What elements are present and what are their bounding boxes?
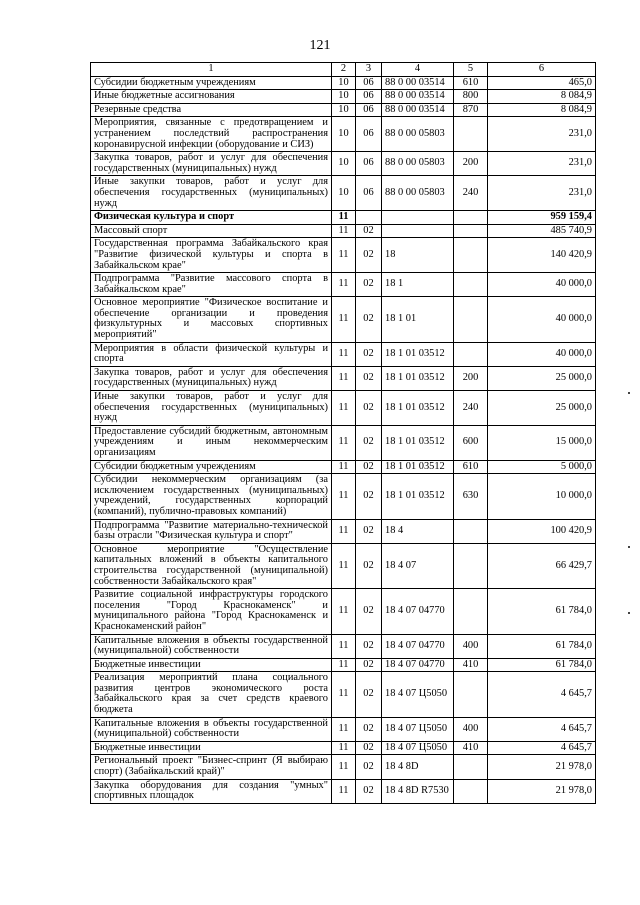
row-name: Развитие социальной инфраструктуры городского поселения "Город Краснокаменск" и муниципального района "Город Краснокаменск и Краснокаменский район" (91, 589, 332, 634)
row-subsection: 02 (356, 460, 382, 474)
row-expense-type (454, 519, 488, 543)
row-target-code: 18 4 07 Ц5050 (382, 741, 454, 755)
row-name: Основное мероприятие "Осуществление капитальных вложений в объекты капитального строительства государственной (муниципальной) собственности Забайкальского края" (91, 543, 332, 588)
row-amount: 8 084,9 (488, 90, 596, 104)
row-section: 11 (332, 460, 356, 474)
row-amount: 8 084,9 (488, 103, 596, 117)
row-expense-type: 870 (454, 103, 488, 117)
row-section: 10 (332, 176, 356, 211)
row-target-code: 88 0 00 03514 (382, 90, 454, 104)
row-subsection: 02 (356, 342, 382, 366)
row-name: Закупка оборудования для создания "умных" спортивных площадок (91, 779, 332, 803)
table-row (91, 391, 596, 426)
row-expense-type (454, 297, 488, 342)
row-subsection: 02 (356, 658, 382, 672)
row-section: 10 (332, 103, 356, 117)
row-subsection: 02 (356, 543, 382, 588)
row-amount: 465,0 (488, 76, 596, 90)
row-expense-type (454, 672, 488, 717)
table-row (91, 342, 596, 366)
row-expense-type (454, 224, 488, 238)
row-target-code: 18 1 01 (382, 297, 454, 342)
row-section: 11 (332, 297, 356, 342)
row-section: 11 (332, 211, 356, 225)
row-amount: 15 000,0 (488, 425, 596, 460)
row-expense-type (454, 342, 488, 366)
row-subsection: 02 (356, 519, 382, 543)
table-row (91, 519, 596, 543)
row-expense-type (454, 238, 488, 273)
row-subsection (356, 211, 382, 225)
row-amount: 10 000,0 (488, 474, 596, 519)
row-subsection: 02 (356, 634, 382, 658)
row-section: 11 (332, 589, 356, 634)
table-row (91, 176, 596, 211)
row-amount: 40 000,0 (488, 342, 596, 366)
row-subsection: 02 (356, 297, 382, 342)
row-target-code: 18 4 8D (382, 755, 454, 779)
page-number: 121 (309, 38, 331, 53)
row-subsection: 02 (356, 741, 382, 755)
scan-mark (628, 546, 630, 548)
row-amount: 231,0 (488, 152, 596, 176)
row-target-code: 18 4 07 (382, 543, 454, 588)
row-expense-type: 610 (454, 460, 488, 474)
table-row (91, 238, 596, 273)
row-target-code: 18 4 07 04770 (382, 658, 454, 672)
row-name: Капитальные вложения в объекты государственной (муниципальной) собственности (91, 717, 332, 741)
row-target-code: 18 1 01 03512 (382, 460, 454, 474)
row-name: Закупка товаров, работ и услуг для обеспечения государственных (муниципальных) нужд (91, 152, 332, 176)
row-expense-type: 630 (454, 474, 488, 519)
row-amount: 21 978,0 (488, 779, 596, 803)
row-section: 10 (332, 90, 356, 104)
row-target-code: 18 4 07 04770 (382, 634, 454, 658)
row-target-code: 88 0 00 03514 (382, 76, 454, 90)
table-row (91, 273, 596, 297)
table-row (91, 152, 596, 176)
table-row (91, 211, 596, 225)
row-amount: 40 000,0 (488, 297, 596, 342)
budget-table (90, 62, 596, 804)
row-name: Субсидии некоммерческим организациям (за исключением государственных (муниципальных) учреждений, государственных корпораций (компаний), публично-правовых компаний) (91, 474, 332, 519)
row-expense-type (454, 273, 488, 297)
row-amount: 25 000,0 (488, 391, 596, 426)
row-amount: 25 000,0 (488, 366, 596, 390)
row-section: 11 (332, 717, 356, 741)
row-section: 11 (332, 519, 356, 543)
header-col-4: 4 (382, 63, 454, 77)
row-section: 11 (332, 658, 356, 672)
row-subsection: 02 (356, 474, 382, 519)
row-target-code: 18 4 (382, 519, 454, 543)
table-row (91, 672, 596, 717)
table-row (91, 543, 596, 588)
row-expense-type (454, 779, 488, 803)
table-row (91, 224, 596, 238)
row-subsection: 02 (356, 672, 382, 717)
header-col-1: 1 (91, 63, 332, 77)
row-target-code: 88 0 00 05803 (382, 152, 454, 176)
row-section: 11 (332, 634, 356, 658)
row-expense-type: 200 (454, 366, 488, 390)
table-row (91, 779, 596, 803)
row-expense-type: 400 (454, 717, 488, 741)
row-subsection: 02 (356, 238, 382, 273)
row-subsection: 06 (356, 76, 382, 90)
row-expense-type (454, 117, 488, 152)
row-target-code: 88 0 00 05803 (382, 176, 454, 211)
row-expense-type: 240 (454, 391, 488, 426)
row-target-code: 18 1 (382, 273, 454, 297)
row-expense-type: 800 (454, 90, 488, 104)
row-amount: 100 420,9 (488, 519, 596, 543)
row-section: 11 (332, 238, 356, 273)
row-target-code: 18 1 01 03512 (382, 425, 454, 460)
row-expense-type: 240 (454, 176, 488, 211)
row-name: Региональный проект "Бизнес-спринт (Я выбираю спорт) (Забайкальский край)" (91, 755, 332, 779)
row-amount: 4 645,7 (488, 672, 596, 717)
row-section: 11 (332, 366, 356, 390)
scan-mark (628, 392, 630, 394)
row-section: 10 (332, 76, 356, 90)
row-subsection: 02 (356, 366, 382, 390)
row-subsection: 06 (356, 176, 382, 211)
row-name: Физическая культура и спорт (91, 211, 332, 225)
table-row (91, 589, 596, 634)
row-section: 11 (332, 342, 356, 366)
row-section: 10 (332, 152, 356, 176)
row-amount: 21 978,0 (488, 755, 596, 779)
row-subsection: 02 (356, 779, 382, 803)
row-subsection: 02 (356, 589, 382, 634)
row-amount: 61 784,0 (488, 634, 596, 658)
table-row (91, 90, 596, 104)
row-expense-type: 410 (454, 658, 488, 672)
row-amount: 66 429,7 (488, 543, 596, 588)
row-section: 11 (332, 672, 356, 717)
table-row (91, 658, 596, 672)
table-row (91, 76, 596, 90)
row-section: 11 (332, 741, 356, 755)
row-section: 11 (332, 474, 356, 519)
row-amount: 485 740,9 (488, 224, 596, 238)
row-target-code: 88 0 00 05803 (382, 117, 454, 152)
row-target-code: 18 4 07 Ц5050 (382, 672, 454, 717)
header-col-5: 5 (454, 63, 488, 77)
row-name: Бюджетные инвестиции (91, 658, 332, 672)
row-name: Предоставление субсидий бюджетным, автономным учреждениям и иным некоммерческим организациям (91, 425, 332, 460)
table-row (91, 425, 596, 460)
row-name: Иные закупки товаров, работ и услуг для обеспечения государственных (муниципальных) нужд (91, 391, 332, 426)
table-row (91, 634, 596, 658)
row-target-code: 18 1 01 03512 (382, 391, 454, 426)
table-row (91, 460, 596, 474)
header-col-2: 2 (332, 63, 356, 77)
table-row (91, 117, 596, 152)
row-name: Мероприятия, связанные с предотвращением и устранением последствий распространения коронавирусной инфекции (оборудование и СИЗ) (91, 117, 332, 152)
row-subsection: 02 (356, 391, 382, 426)
table-row (91, 474, 596, 519)
table-row (91, 366, 596, 390)
scan-mark (628, 612, 630, 614)
row-amount: 40 000,0 (488, 273, 596, 297)
row-amount: 231,0 (488, 176, 596, 211)
row-subsection: 02 (356, 273, 382, 297)
row-target-code (382, 224, 454, 238)
table-row (91, 741, 596, 755)
row-section: 11 (332, 273, 356, 297)
row-expense-type (454, 755, 488, 779)
row-section: 11 (332, 543, 356, 588)
row-name: Основное мероприятие "Физическое воспитание и обеспечение организации и проведения физкультурных и массовых спортивных мероприятий" (91, 297, 332, 342)
row-target-code: 88 0 00 03514 (382, 103, 454, 117)
row-subsection: 06 (356, 90, 382, 104)
row-amount: 61 784,0 (488, 589, 596, 634)
row-name: Субсидии бюджетным учреждениям (91, 460, 332, 474)
row-amount: 61 784,0 (488, 658, 596, 672)
row-name: Иные закупки товаров, работ и услуг для обеспечения государственных (муниципальных) нужд (91, 176, 332, 211)
row-name: Подпрограмма "Развитие материально-технической базы отрасли "Физическая культура и спорт" (91, 519, 332, 543)
row-target-code: 18 4 07 Ц5050 (382, 717, 454, 741)
row-expense-type (454, 543, 488, 588)
row-expense-type: 400 (454, 634, 488, 658)
row-subsection: 06 (356, 103, 382, 117)
row-section: 10 (332, 117, 356, 152)
row-name: Реализация мероприятий плана социального развития центров экономического роста Забайкальского края за счет средств краевого бюджета (91, 672, 332, 717)
row-name: Государственная программа Забайкальского края "Развитие физической культуры и спорта в Забайкальском крае" (91, 238, 332, 273)
row-name: Капитальные вложения в объекты государственной (муниципальной) собственности (91, 634, 332, 658)
row-subsection: 02 (356, 755, 382, 779)
table-row (91, 755, 596, 779)
row-amount: 959 159,4 (488, 211, 596, 225)
row-amount: 5 000,0 (488, 460, 596, 474)
row-expense-type: 610 (454, 76, 488, 90)
row-section: 11 (332, 224, 356, 238)
row-name: Закупка товаров, работ и услуг для обеспечения государственных (муниципальных) нужд (91, 366, 332, 390)
row-target-code: 18 1 01 03512 (382, 342, 454, 366)
row-name: Субсидии бюджетным учреждениям (91, 76, 332, 90)
row-expense-type: 200 (454, 152, 488, 176)
header-col-3: 3 (356, 63, 382, 77)
row-subsection: 06 (356, 117, 382, 152)
row-name: Подпрограмма "Развитие массового спорта в Забайкальском крае" (91, 273, 332, 297)
row-target-code: 18 4 8D R7530 (382, 779, 454, 803)
row-section: 11 (332, 755, 356, 779)
row-section: 11 (332, 391, 356, 426)
row-expense-type: 600 (454, 425, 488, 460)
row-subsection: 06 (356, 152, 382, 176)
row-amount: 4 645,7 (488, 717, 596, 741)
row-name: Бюджетные инвестиции (91, 741, 332, 755)
row-name: Мероприятия в области физической культуры и спорта (91, 342, 332, 366)
row-name: Массовый спорт (91, 224, 332, 238)
header-col-6: 6 (488, 63, 596, 77)
table-row (91, 297, 596, 342)
row-target-code: 18 1 01 03512 (382, 474, 454, 519)
row-amount: 231,0 (488, 117, 596, 152)
row-subsection: 02 (356, 425, 382, 460)
table-row (91, 103, 596, 117)
row-amount: 4 645,7 (488, 741, 596, 755)
row-expense-type (454, 211, 488, 225)
row-target-code: 18 1 01 03512 (382, 366, 454, 390)
row-expense-type (454, 589, 488, 634)
table-header-row (91, 63, 596, 77)
row-amount: 140 420,9 (488, 238, 596, 273)
row-section: 11 (332, 425, 356, 460)
table-row (91, 717, 596, 741)
row-target-code (382, 211, 454, 225)
row-expense-type: 410 (454, 741, 488, 755)
row-name: Иные бюджетные ассигнования (91, 90, 332, 104)
row-subsection: 02 (356, 224, 382, 238)
row-target-code: 18 4 07 04770 (382, 589, 454, 634)
row-target-code: 18 (382, 238, 454, 273)
row-section: 11 (332, 779, 356, 803)
row-subsection: 02 (356, 717, 382, 741)
row-name: Резервные средства (91, 103, 332, 117)
